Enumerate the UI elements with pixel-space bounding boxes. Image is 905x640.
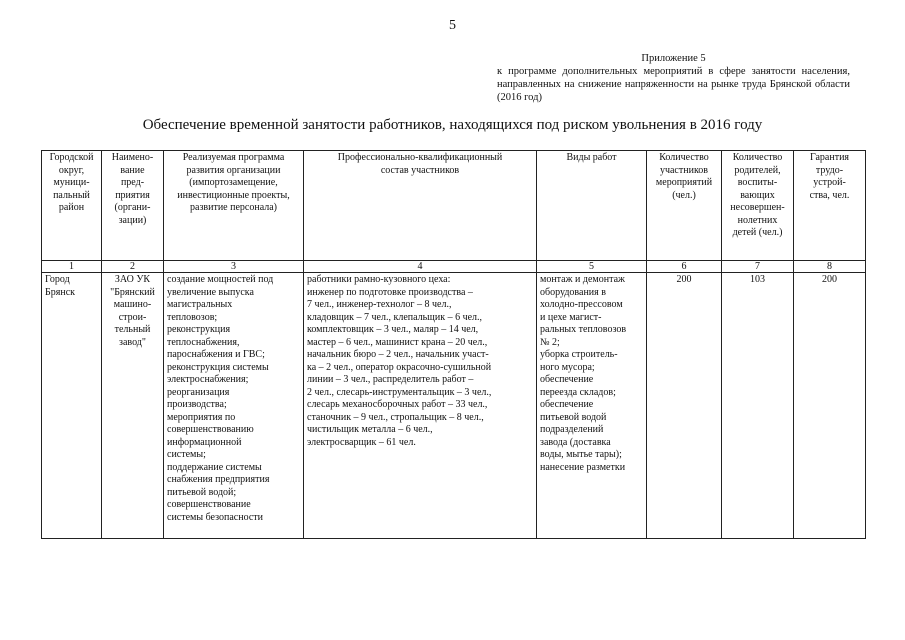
header-program: Реализуемая программа развития организации (импортозамещение, инвестиционные проекты, развитие персонала) [164, 151, 304, 261]
header-organization: Наимено- вание пред- приятия (органи- зации) [102, 151, 164, 261]
column-number: 2 [102, 261, 164, 273]
document-title: Обеспечение временной занятости работников, находящихся под риском увольнения в 2016 году [142, 117, 763, 133]
employment-table [41, 150, 866, 539]
column-number: 6 [647, 261, 722, 273]
cell-parents: 103 [722, 273, 794, 539]
cell-district: Город Брянск [42, 273, 102, 539]
header-parents: Количество родителей, воспиты- вающих несовершен- нолетних детей (чел.) [722, 151, 794, 261]
column-number: 8 [794, 261, 866, 273]
column-number: 7 [722, 261, 794, 273]
appendix-block [497, 52, 850, 104]
column-number-row [42, 261, 866, 273]
appendix-title: Приложение 5 [641, 53, 706, 64]
cell-organization: ЗАО УК "Брянский машино- строи- тельный завод" [102, 273, 164, 539]
cell-guarantee: 200 [794, 273, 866, 539]
header-district: Городской округ, муници- пальный район [42, 151, 102, 261]
header-row [42, 151, 866, 261]
header-staff: Профессионально-квалификационный состав участников [304, 151, 537, 261]
column-number: 5 [537, 261, 647, 273]
page-number: 5 [449, 18, 456, 33]
column-number: 4 [304, 261, 537, 273]
cell-work-types: монтаж и демонтаж оборудования в холодно-прессовом и цехе магист- ральных тепловозов № 2; уборка строитель- ного мусора; обеспечение переезда складов; обеспечение питьевой водой подразделений завода (доставка воды, мытье тары); нанесение разметки [537, 273, 647, 539]
header-guarantee: Гарантия трудо- устрой- ства, чел. [794, 151, 866, 261]
table-row [42, 273, 866, 539]
cell-program: создание мощностей под увеличение выпуска магистральных тепловозов; реконструкция теплоснабжения, пароснабжения и ГВС; реконструкция системы электроснабжения; реорганизация производства; мероприятия по совершенствованию информационной системы; поддержание системы снабжения предприятия питьевой водой; совершенствование системы безопасности [164, 273, 304, 539]
appendix-text: к программе дополнительных мероприятий в сфере занятости населения, направленных на снижение напряженности на рынке труда Брянской области (2016 год) [497, 66, 850, 103]
header-participants: Количество участников мероприятий (чел.) [647, 151, 722, 261]
column-number: 1 [42, 261, 102, 273]
column-number: 3 [164, 261, 304, 273]
cell-staff: работники рамно-кузовного цеха: инженер по подготовке производства – 7 чел., инженер-технолог – 8 чел., кладовщик – 7 чел., клепальщик – 6 чел., комплектовщик – 3 чел., маляр – 14 чел, мастер – 6 чел., машинист крана – 20 чел., начальник бюро – 2 чел., начальник участ- ка – 2 чел., оператор окрасочно-сушильной линии – 3 чел., распределитель работ – 2 чел., слесарь-инструментальщик – 3 чел., слесарь механосборочных работ – 33 чел., станочник – 9 чел., стропальщик – 8 чел., чистильщик металла – 6 чел., электросварщик – 61 чел. [304, 273, 537, 539]
cell-participants: 200 [647, 273, 722, 539]
header-work-types: Виды работ [537, 151, 647, 261]
